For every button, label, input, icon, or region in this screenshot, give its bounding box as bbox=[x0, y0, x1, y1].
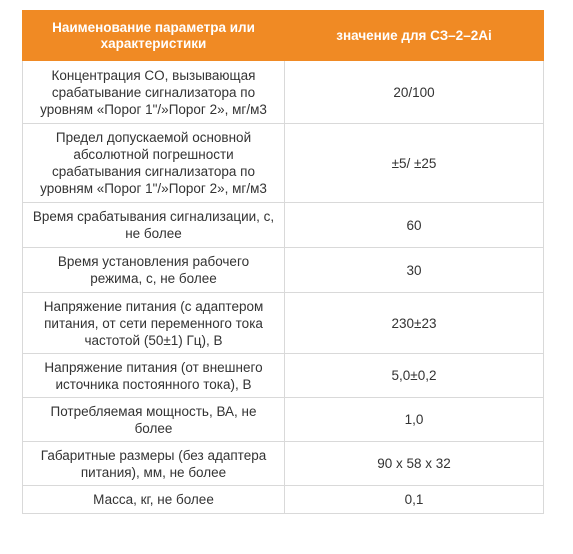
header-value: значение для СЗ–2–2Ai bbox=[285, 11, 544, 61]
table-header-row bbox=[23, 11, 544, 61]
spec-table bbox=[22, 10, 544, 514]
param-cell: Напряжение питания (с адаптером питания, от сети переменного тока частотой (50±1) Гц), В bbox=[23, 293, 285, 354]
value-cell: 0,1 bbox=[285, 486, 544, 514]
value-cell: 20/100 bbox=[285, 61, 544, 124]
value-cell: 1,0 bbox=[285, 398, 544, 442]
table-row bbox=[23, 61, 544, 124]
table-row bbox=[23, 124, 544, 203]
table-row bbox=[23, 293, 544, 354]
value-cell: 30 bbox=[285, 248, 544, 293]
value-cell: 90 х 58 х 32 bbox=[285, 442, 544, 486]
param-cell: Габаритные размеры (без адаптера питания), мм, не более bbox=[23, 442, 285, 486]
value-cell: 230±23 bbox=[285, 293, 544, 354]
param-cell: Напряжение питания (от внешнего источника постоянного тока), В bbox=[23, 354, 285, 398]
table-row bbox=[23, 398, 544, 442]
table-row bbox=[23, 354, 544, 398]
param-cell: Концентрация CO, вызывающая срабатывание сигнализатора по уровням «Порог 1"/»Порог 2», мг/м3 bbox=[23, 61, 285, 124]
param-cell: Предел допускаемой основной абсолютной погрешности срабатывания сигнализатора по уровням «Порог 1"/»Порог 2», мг/м3 bbox=[23, 124, 285, 203]
value-cell: 5,0±0,2 bbox=[285, 354, 544, 398]
param-cell: Время установления рабочего режима, с, не более bbox=[23, 248, 285, 293]
value-cell: 60 bbox=[285, 203, 544, 248]
spec-table-container bbox=[22, 10, 543, 514]
value-cell: ±5/ ±25 bbox=[285, 124, 544, 203]
param-cell: Потребляемая мощность, ВА, не более bbox=[23, 398, 285, 442]
param-cell: Масса, кг, не более bbox=[23, 486, 285, 514]
table-row bbox=[23, 203, 544, 248]
header-parameter: Наименование параметра или характеристики bbox=[23, 11, 285, 61]
table-row bbox=[23, 248, 544, 293]
table-row bbox=[23, 486, 544, 514]
table-row bbox=[23, 442, 544, 486]
param-cell: Время срабатывания сигнализации, с, не более bbox=[23, 203, 285, 248]
